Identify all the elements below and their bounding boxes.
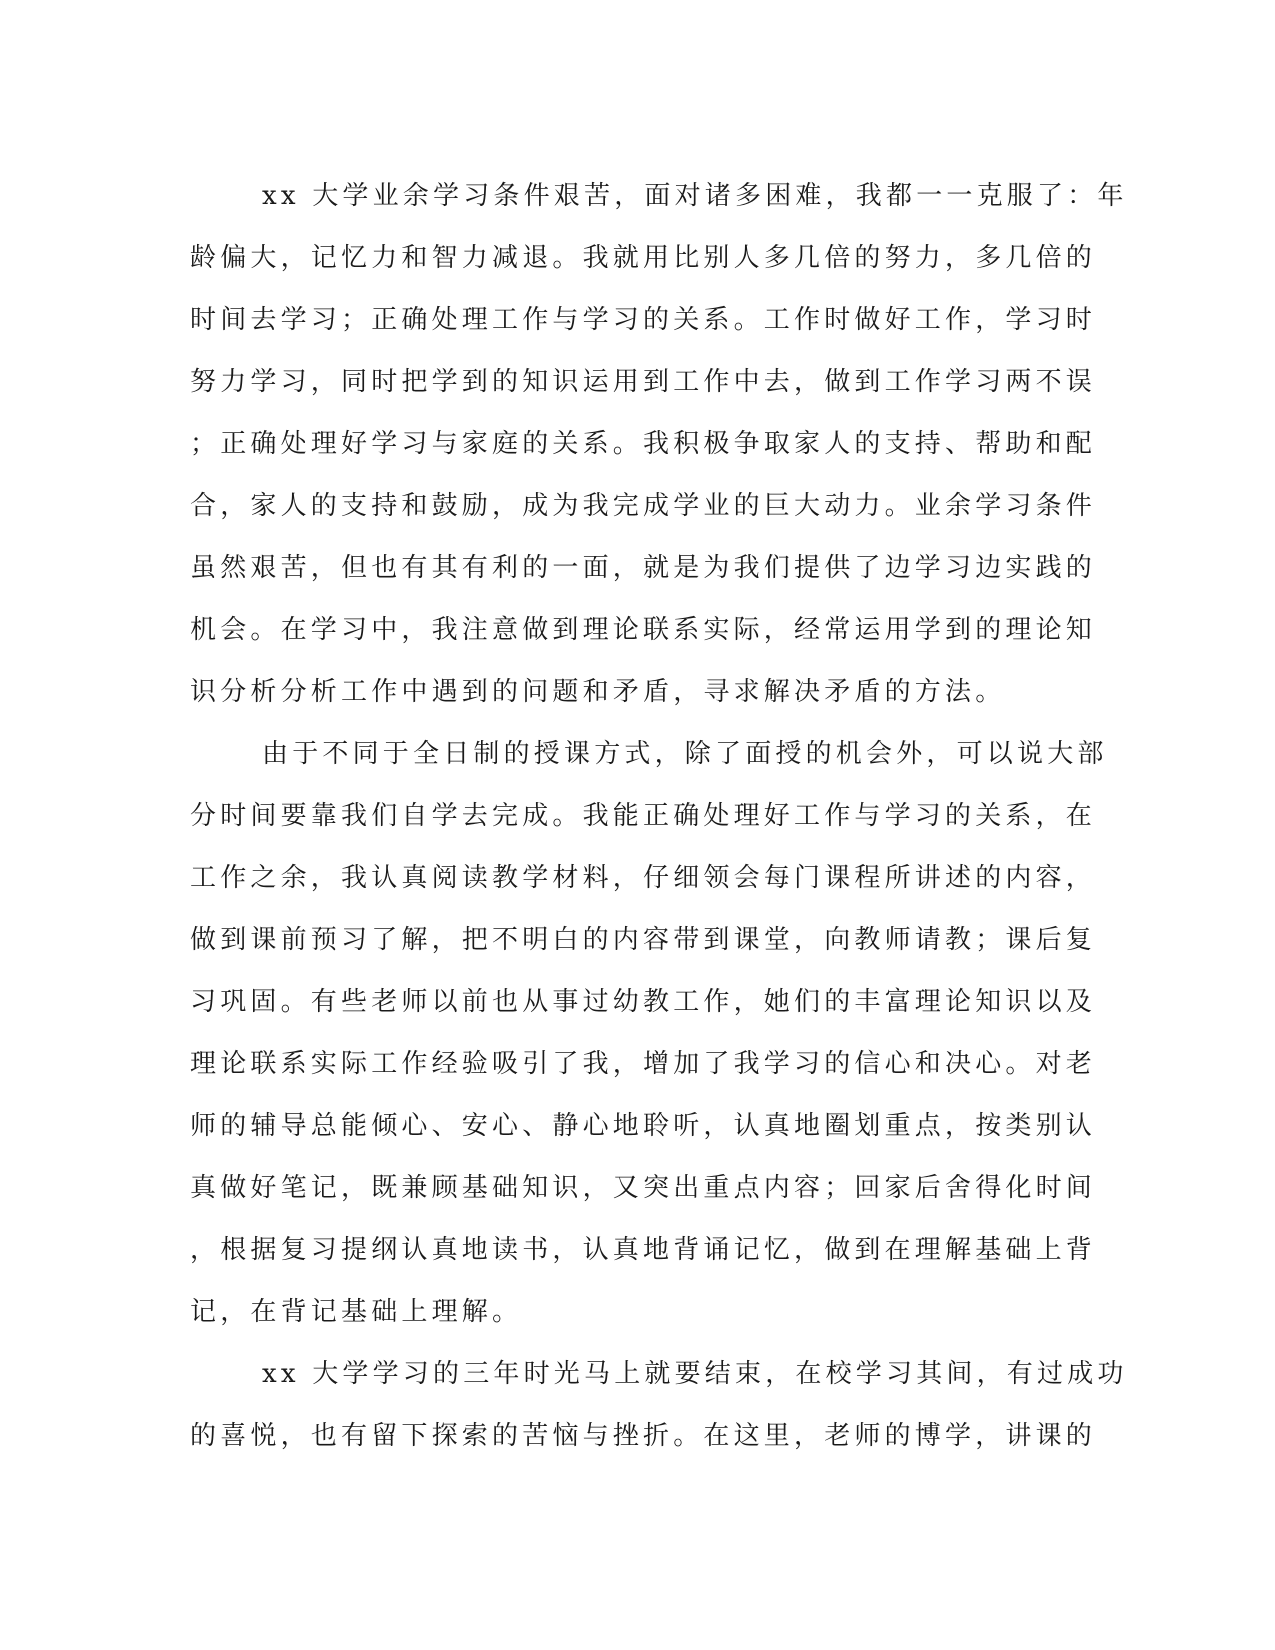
document-body: [190, 165, 1128, 1467]
paragraph-2-line-10: 记，在背记基础上理解。: [190, 1297, 523, 1327]
paragraph-3-line-2: 的喜悦，也有留下探索的苦恼与挫折。在这里，老师的博学，讲课的: [190, 1421, 1097, 1451]
paragraph-3-line-1: xx 大学学习的三年时光马上就要结束，在校学习其间，有过成功: [262, 1359, 1128, 1389]
paragraph-2-line-7: 师的辅导总能倾心、安心、静心地聆听，认真地圈划重点，按类别认: [190, 1111, 1097, 1141]
paragraph-2-line-4: 做到课前预习了解，把不明白的内容带到课堂，向教师请教；课后复: [190, 925, 1097, 955]
paragraph-1-line-7: 虽然艰苦，但也有其有利的一面，就是为我们提供了边学习边实践的: [190, 553, 1097, 583]
paragraph-1-line-4: 努力学习，同时把学到的知识运用到工作中去，做到工作学习两不误: [190, 367, 1097, 397]
paragraph-1-line-3: 时间去学习；正确处理工作与学习的关系。工作时做好工作，学习时: [190, 305, 1097, 335]
paragraph-2-line-9: ，根据复习提纲认真地读书，认真地背诵记忆，做到在理解基础上背: [190, 1235, 1097, 1265]
paragraph-1-line-5: ；正确处理好学习与家庭的关系。我积极争取家人的支持、帮助和配: [190, 429, 1097, 459]
paragraph-1-line-2: 龄偏大，记忆力和智力减退。我就用比别人多几倍的努力，多几倍的: [190, 243, 1097, 273]
paragraph-2-line-3: 工作之余，我认真阅读教学材料，仔细领会每门课程所讲述的内容，: [190, 863, 1097, 893]
paragraph-2-line-1: 由于不同于全日制的授课方式，除了面授的机会外，可以说大部: [262, 739, 1108, 769]
paragraph-2-line-5: 习巩固。有些老师以前也从事过幼教工作，她们的丰富理论知识以及: [190, 987, 1097, 1017]
paragraph-2-line-6: 理论联系实际工作经验吸引了我，增加了我学习的信心和决心。对老: [190, 1049, 1097, 1079]
paragraph-2-line-2: 分时间要靠我们自学去完成。我能正确处理好工作与学习的关系，在: [190, 801, 1097, 831]
paragraph-2-line-8: 真做好笔记，既兼顾基础知识，又突出重点内容；回家后舍得化时间: [190, 1173, 1097, 1203]
paragraph-1-line-1: xx 大学业余学习条件艰苦，面对诸多困难，我都一一克服了：年: [262, 181, 1128, 211]
paragraph-1-line-6: 合，家人的支持和鼓励，成为我完成学业的巨大动力。业余学习条件: [190, 491, 1097, 521]
paragraph-1-line-8: 机会。在学习中，我注意做到理论联系实际，经常运用学到的理论知: [190, 615, 1097, 645]
paragraph-1-line-9: 识分析分析工作中遇到的问题和矛盾，寻求解决矛盾的方法。: [190, 677, 1006, 707]
